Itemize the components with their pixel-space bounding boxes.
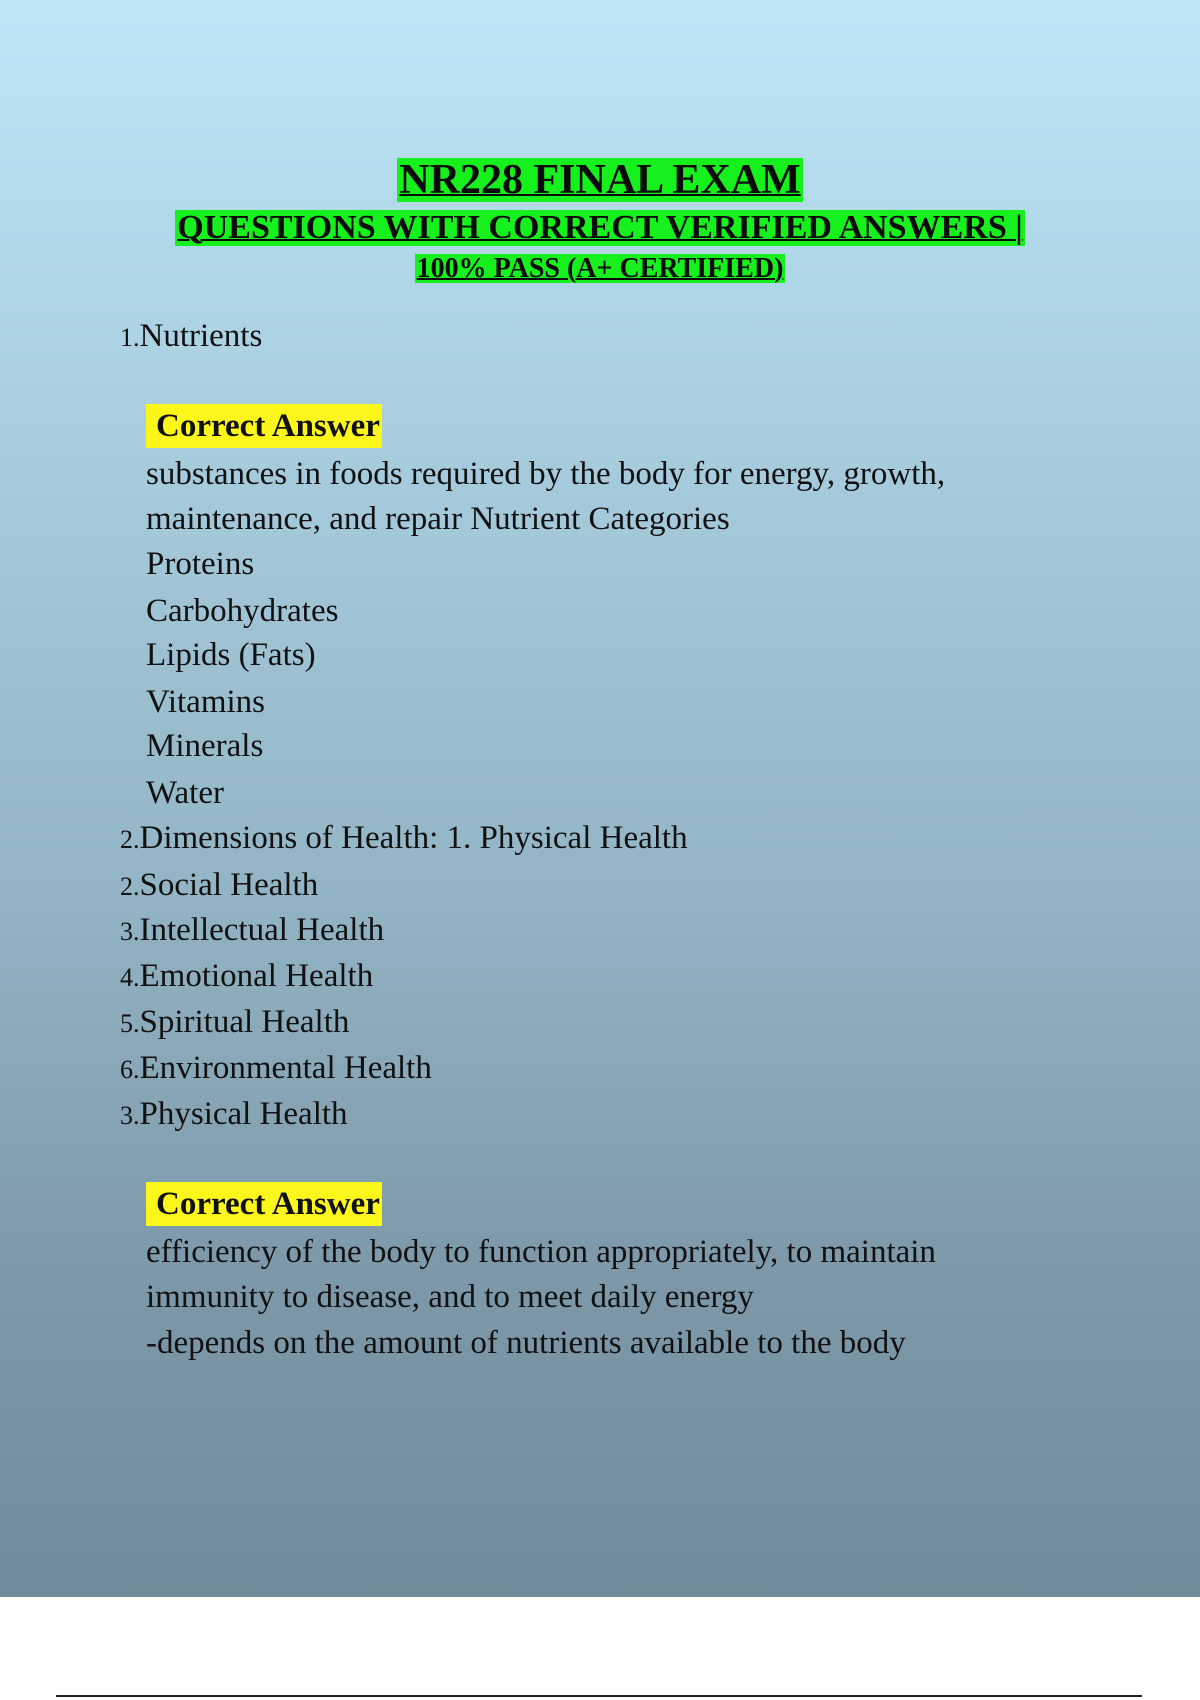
- correct-answer-badge: Correct Answer: [146, 404, 382, 448]
- list-item: [120, 865, 318, 907]
- item-number: 3.: [120, 917, 140, 946]
- question-1: [120, 316, 262, 358]
- answer-line: substances in foods required by the body for energy, growth,: [146, 456, 946, 492]
- item-text: Intellectual Health: [139, 912, 385, 948]
- correct-answer-badge: Correct Answer: [146, 1182, 382, 1226]
- item-number: 4.: [120, 963, 140, 992]
- list-item: [120, 956, 373, 998]
- question-text: Nutrients: [139, 318, 263, 354]
- question-text: Physical Health: [139, 1096, 348, 1132]
- item-text: Dimensions of Health: 1. Physical Health: [139, 820, 688, 856]
- item-number: 2.: [120, 872, 140, 901]
- question-3: [120, 1094, 348, 1136]
- title-block: [0, 158, 1200, 283]
- answer-line: Proteins: [146, 546, 255, 582]
- document-title: NR228 FINAL EXAM: [399, 157, 801, 203]
- answer-line: Lipids (Fats): [146, 637, 316, 673]
- list-item: [120, 910, 384, 952]
- footer-divider: [56, 1695, 1142, 1697]
- list-item: [120, 1048, 432, 1090]
- answer-line: immunity to disease, and to meet daily energy: [146, 1279, 754, 1315]
- answer-line: efficiency of the body to function appropriately, to maintain: [146, 1234, 936, 1270]
- item-text: Spiritual Health: [139, 1004, 350, 1040]
- answer-line: Vitamins: [146, 684, 266, 720]
- item-text: Environmental Health: [139, 1050, 432, 1086]
- answer-line: maintenance, and repair Nutrient Categories: [146, 501, 730, 537]
- answer-line: -depends on the amount of nutrients available to the body: [146, 1325, 906, 1361]
- document-subtitle: QUESTIONS WITH CORRECT VERIFIED ANSWERS |: [177, 209, 1023, 247]
- answer-line: Minerals: [146, 728, 264, 764]
- item-number: 5.: [120, 1009, 140, 1038]
- question-number: 3.: [120, 1101, 140, 1130]
- item-text: Social Health: [139, 867, 319, 903]
- answer-line: Water: [146, 775, 224, 811]
- list-item: [120, 1002, 349, 1044]
- answer-line: Carbohydrates: [146, 593, 339, 629]
- question-number: 1.: [120, 323, 140, 352]
- item-number: 6.: [120, 1055, 140, 1084]
- document-tagline: 100% PASS (A+ CERTIFIED): [416, 252, 784, 284]
- item-text: Emotional Health: [139, 958, 374, 994]
- list-item: [120, 818, 688, 860]
- item-number: 2.: [120, 825, 140, 854]
